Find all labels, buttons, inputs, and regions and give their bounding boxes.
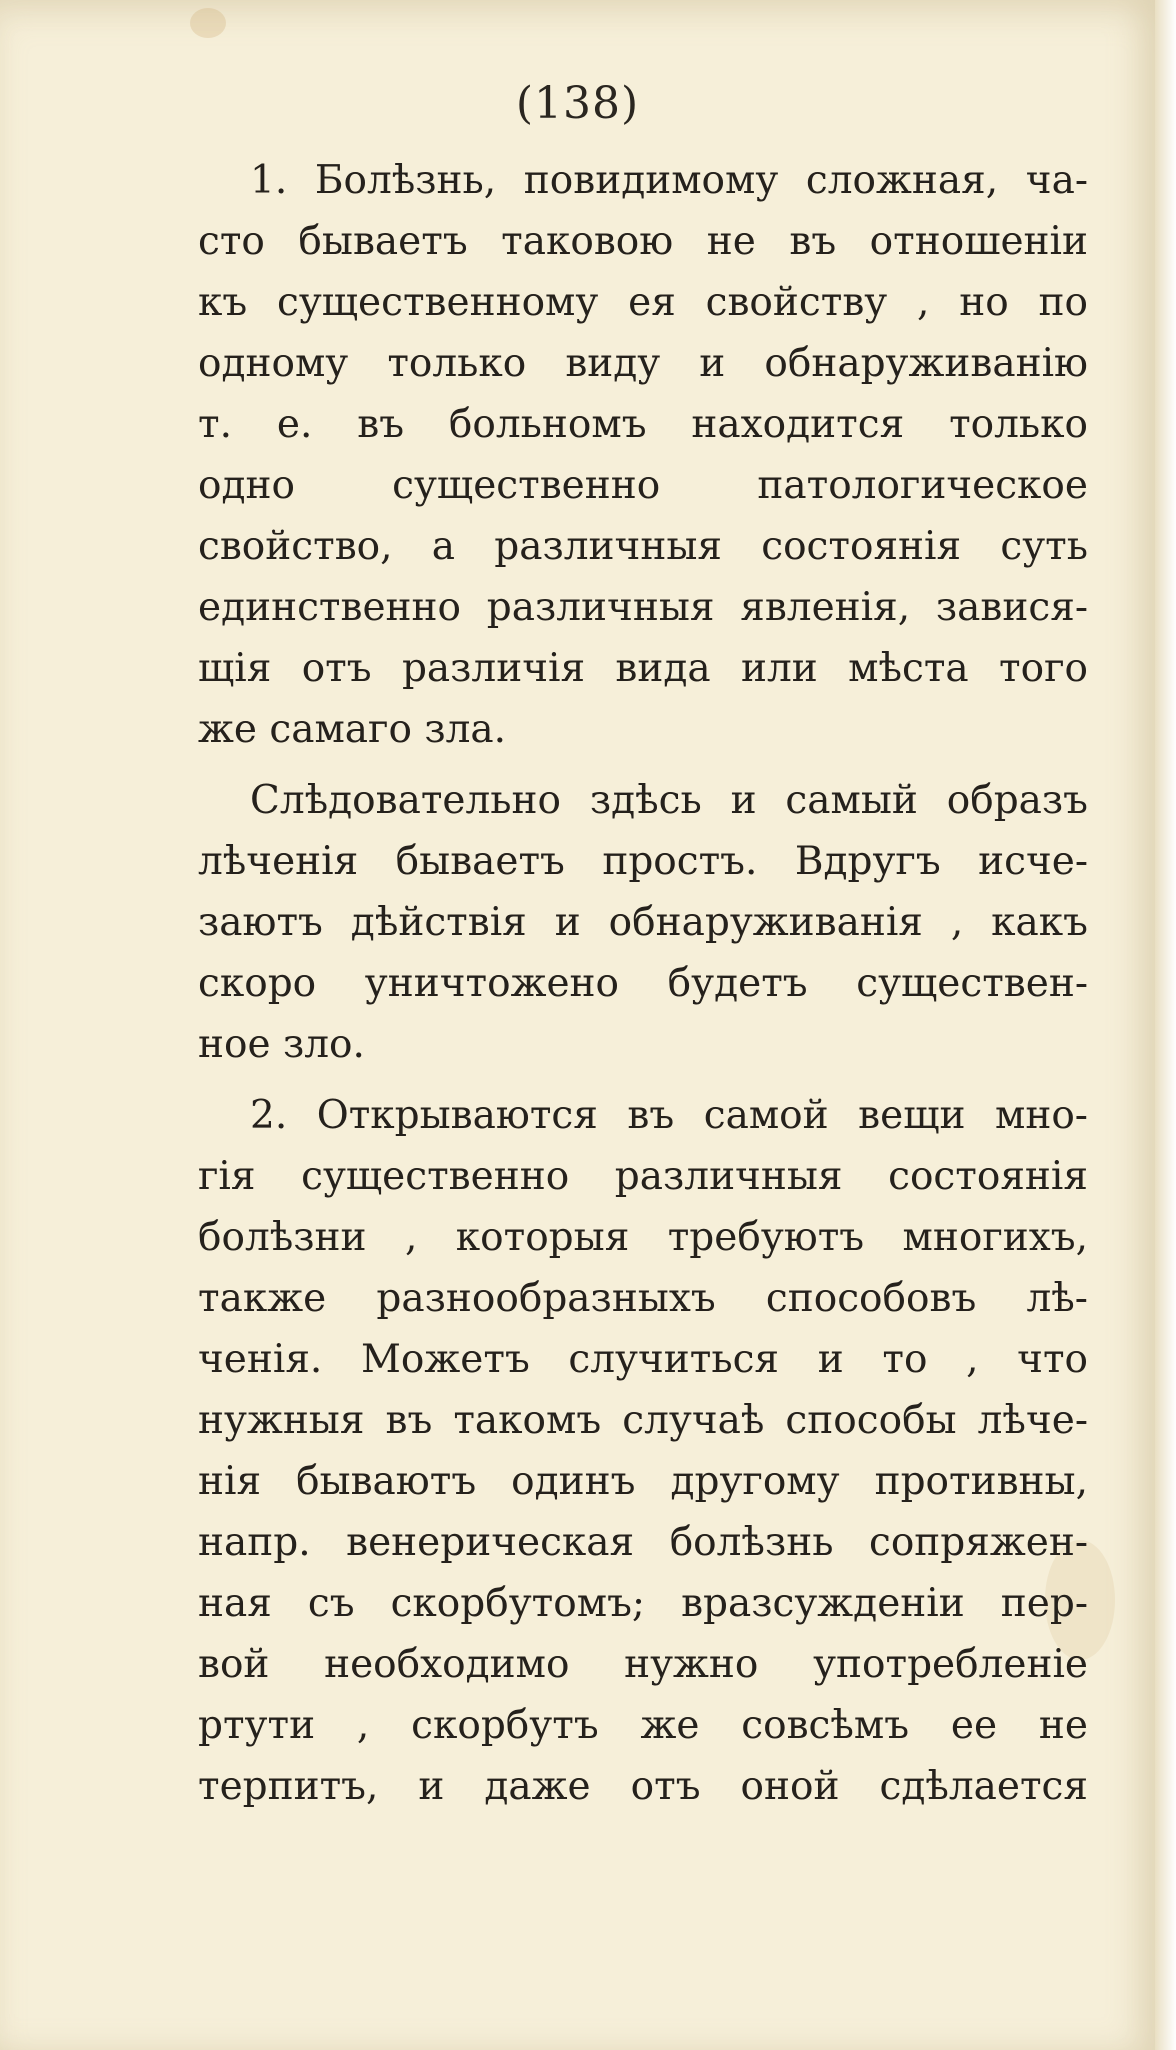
text-line: 1. Болѣзнь, повидимому сложная, ча-: [250, 158, 1088, 203]
text-line: Слѣдовательно здѣсь и самый образъ: [250, 778, 1088, 823]
text-line: ртути , скорбутъ же совсѣмъ ее не: [198, 1703, 1088, 1748]
text-line: ная съ скорбутомъ; вразсужденiи пер-: [198, 1581, 1088, 1626]
text-line: заютъ дѣйствiя и обнаруживанiя , какъ: [198, 900, 1088, 945]
text-line: же самаго зла.: [198, 707, 507, 752]
text-line: гiя существенно различныя состоянiя: [198, 1154, 1088, 1199]
paragraph-1: [198, 150, 1088, 760]
text-line: къ существенному ея свойству , но по: [198, 280, 1088, 325]
text-line: также разнообразныхъ способовъ лѣ-: [198, 1276, 1088, 1321]
text-line: скоро уничтожено будетъ существен-: [198, 961, 1088, 1006]
text-line: терпитъ, и даже отъ оной сдѣлается: [198, 1764, 1088, 1809]
page-edge: [1155, 0, 1176, 2050]
text-line: 2. Открываются въ самой вещи мно-: [250, 1093, 1088, 1138]
text-line: т. е. въ больномъ находится только: [198, 402, 1088, 447]
page-number: (138): [515, 78, 640, 129]
text-line: болѣзни , которыя требуютъ многихъ,: [198, 1215, 1088, 1260]
paper-stain: [190, 8, 226, 38]
text-line: одно существенно патологическое: [198, 463, 1088, 508]
text-line: сто бываетъ таковою не въ отношенiи: [198, 219, 1088, 264]
paragraph-3: [198, 1085, 1088, 1817]
text-line: нужныя въ такомъ случаѣ способы лѣче-: [198, 1398, 1088, 1443]
text-line: щiя отъ различiя вида или мѣста того: [198, 646, 1088, 691]
text-line: свойство, а различныя состоянiя суть: [198, 524, 1088, 569]
text-line: одному только виду и обнаруживанiю: [198, 341, 1088, 386]
paragraph-2: [198, 770, 1088, 1075]
text-line: ное зло.: [198, 1022, 365, 1067]
body-text: [198, 150, 1088, 1817]
text-line: нiя бываютъ одинъ другому противны,: [198, 1459, 1088, 1504]
text-line: вой необходимо нужно употребленiе: [198, 1642, 1088, 1687]
text-line: ченiя. Можетъ случиться и то , что: [198, 1337, 1088, 1382]
text-line: напр. венерическая болѣзнь сопряжен-: [198, 1520, 1088, 1565]
text-line: лѣченiя бываетъ простъ. Вдругъ исче-: [198, 839, 1088, 884]
text-line: единственно различныя явленiя, завися-: [198, 585, 1088, 630]
